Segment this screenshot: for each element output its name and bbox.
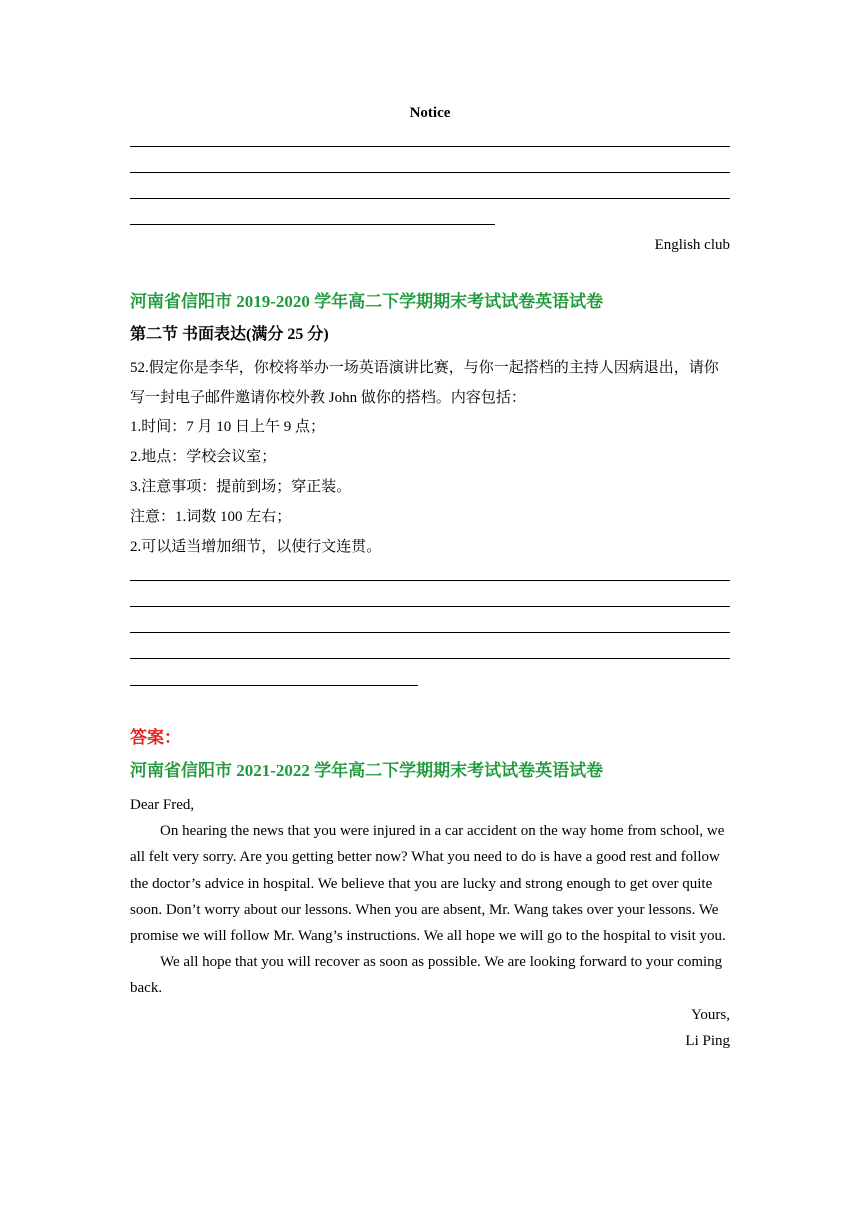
letter-closing: Yours, bbox=[691, 1006, 730, 1023]
task-note: 2.可以适当增加细节，以使行文连贯。 bbox=[130, 539, 382, 555]
notice-signature: English club bbox=[654, 237, 730, 253]
answer-source-heading: 河南省信阳市 2021-2022 学年高二下学期期末考试试卷英语试卷 bbox=[130, 761, 604, 780]
answer-line bbox=[130, 172, 730, 173]
answer-line bbox=[130, 658, 730, 659]
letter-paragraph: We all hope that you will recover as soon as possible. We are looking forward to your coming back. bbox=[130, 954, 723, 997]
task-point: 2.地点：学校会议室； bbox=[130, 449, 277, 465]
source-heading: 河南省信阳市 2019-2020 学年高二下学期期末考试试卷英语试卷 bbox=[130, 292, 604, 311]
answer-line bbox=[130, 606, 730, 607]
notice-title: Notice bbox=[409, 105, 451, 121]
answer-line bbox=[130, 146, 730, 147]
answer-line bbox=[130, 224, 495, 225]
answer-line bbox=[130, 198, 730, 199]
letter-signature: Li Ping bbox=[685, 1032, 730, 1049]
model-letter bbox=[130, 792, 730, 1054]
letter-salutation: Dear Fred, bbox=[130, 797, 195, 813]
task-point: 1.时间：7 月 10 日上午 9 点； bbox=[130, 419, 326, 435]
task-point: 3.注意事项：提前到场；穿正装。 bbox=[130, 479, 352, 495]
letter-paragraph: On hearing the news that you were injured in a car accident on the way home from school, we all felt very sorry. Are you getting better now? What you need to do is have a good rest and follow the doctor’s advice in hospital. We believe that you are lucky and strong enough to get over quite soon. Don’t worry about our lessons. When you are absent, Mr. Wang takes over your lessons. We promise we will follow Mr. Wang’s instructions. We all hope we will go to the hospital to visit you. bbox=[130, 823, 726, 945]
answer-line bbox=[130, 685, 418, 686]
task-line: 写一封电子邮件邀请你校外教 John 做你的搭档。内容包括： bbox=[130, 390, 526, 406]
task-line: 52.假定你是李华，你校将举办一场英语演讲比赛，与你一起搭档的主持人因病退出，请你 bbox=[130, 360, 719, 376]
answer-line bbox=[130, 580, 730, 581]
section-title: 第二节 书面表达(满分 25 分) bbox=[130, 326, 329, 343]
answer-label: 答案： bbox=[130, 728, 181, 747]
answer-line bbox=[130, 632, 730, 633]
task-note: 注意：1.词数 100 左右； bbox=[130, 509, 292, 525]
